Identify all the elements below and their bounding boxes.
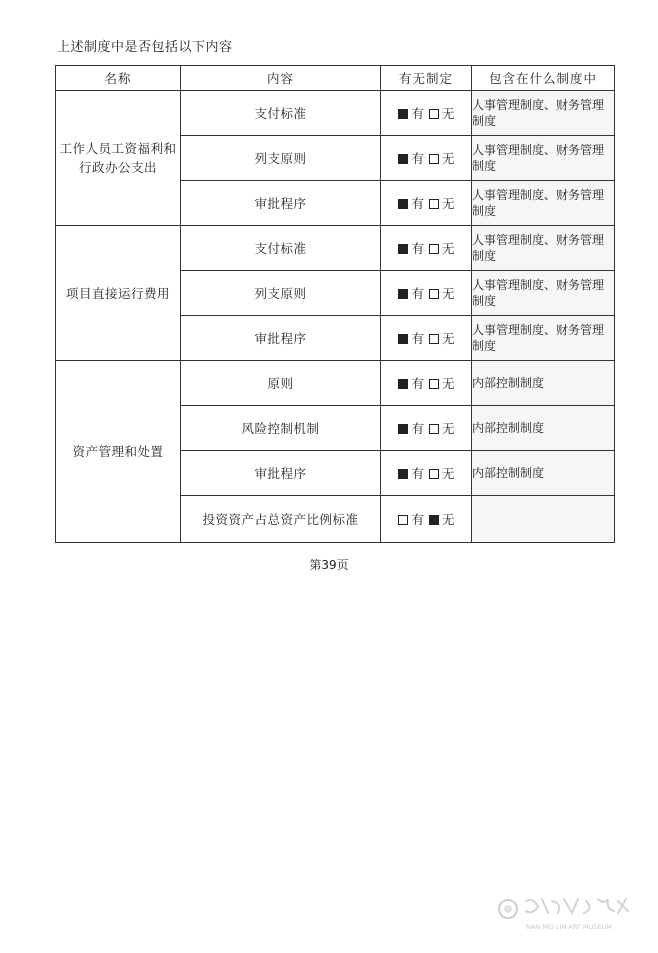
option-yes-label: 有 — [411, 196, 424, 211]
checked-box-icon[interactable] — [429, 515, 439, 525]
option-no-label: 无 — [442, 196, 455, 211]
included-system-cell: 人事管理制度、财务管理制度 — [472, 136, 615, 181]
content-item-cell: 原则 — [181, 361, 381, 406]
option-yes-label: 有 — [411, 151, 424, 166]
established-cell — [381, 316, 472, 361]
option-yes-label: 有 — [411, 466, 424, 481]
included-system-cell: 人事管理制度、财务管理制度 — [472, 271, 615, 316]
established-cell — [381, 496, 472, 543]
established-cell — [381, 406, 472, 451]
regulation-table — [55, 65, 615, 543]
checked-box-icon[interactable] — [398, 424, 408, 434]
group-name-cell: 资产管理和处置 — [56, 361, 181, 543]
option-yes-label: 有 — [411, 512, 424, 527]
established-cell — [381, 91, 472, 136]
content-item-cell: 审批程序 — [181, 451, 381, 496]
table-header-row — [56, 66, 615, 91]
checked-box-icon[interactable] — [398, 379, 408, 389]
table-row — [56, 91, 615, 136]
option-no-label: 无 — [442, 106, 455, 121]
unchecked-box-icon[interactable] — [429, 154, 439, 164]
established-cell — [381, 451, 472, 496]
option-yes-label: 有 — [411, 331, 424, 346]
content-item-cell: 风险控制机制 — [181, 406, 381, 451]
included-system-cell — [472, 496, 615, 543]
option-no-label: 无 — [442, 241, 455, 256]
option-no-label: 无 — [442, 376, 455, 391]
table-row — [56, 226, 615, 271]
option-yes-label: 有 — [411, 241, 424, 256]
content-item-cell: 审批程序 — [181, 316, 381, 361]
included-system-cell: 人事管理制度、财务管理制度 — [472, 91, 615, 136]
option-no-label: 无 — [442, 151, 455, 166]
checked-box-icon[interactable] — [398, 154, 408, 164]
option-yes-label: 有 — [411, 286, 424, 301]
header-included-in: 包含在什么制度中 — [472, 66, 615, 91]
content-item-cell: 投资资产占总资产比例标准 — [181, 496, 381, 543]
checked-box-icon[interactable] — [398, 334, 408, 344]
option-yes-label: 有 — [411, 106, 424, 121]
museum-watermark-text: NAN MEI LIN ART MUSEUM — [526, 923, 612, 931]
included-system-cell: 人事管理制度、财务管理制度 — [472, 316, 615, 361]
header-content: 内容 — [181, 66, 381, 91]
group-name-cell: 项目直接运行费用 — [56, 226, 181, 361]
content-item-cell: 审批程序 — [181, 181, 381, 226]
established-cell — [381, 226, 472, 271]
included-system-cell: 内部控制制度 — [472, 451, 615, 496]
established-cell — [381, 271, 472, 316]
content-item-cell: 列支原则 — [181, 136, 381, 181]
unchecked-box-icon[interactable] — [429, 379, 439, 389]
option-no-label: 无 — [442, 331, 455, 346]
table-row — [56, 361, 615, 406]
option-no-label: 无 — [442, 286, 455, 301]
option-no-label: 无 — [442, 512, 455, 527]
option-no-label: 无 — [442, 466, 455, 481]
established-cell — [381, 136, 472, 181]
included-system-cell: 内部控制制度 — [472, 361, 615, 406]
content-item-cell: 列支原则 — [181, 271, 381, 316]
unchecked-box-icon[interactable] — [429, 244, 439, 254]
established-cell — [381, 181, 472, 226]
content-item-cell: 支付标准 — [181, 226, 381, 271]
header-name: 名称 — [56, 66, 181, 91]
included-system-cell: 人事管理制度、财务管理制度 — [472, 181, 615, 226]
intro-text: 上述制度中是否包括以下内容 — [57, 40, 233, 55]
established-cell — [381, 361, 472, 406]
page-number: 第39页 — [309, 558, 349, 572]
checked-box-icon[interactable] — [398, 244, 408, 254]
group-name-cell: 工作人员工资福利和行政办公支出 — [56, 91, 181, 226]
unchecked-box-icon[interactable] — [398, 515, 408, 525]
museum-watermark — [494, 893, 644, 933]
table-body — [56, 91, 615, 543]
unchecked-box-icon[interactable] — [429, 109, 439, 119]
unchecked-box-icon[interactable] — [429, 199, 439, 209]
unchecked-box-icon[interactable] — [429, 289, 439, 299]
unchecked-box-icon[interactable] — [429, 469, 439, 479]
option-yes-label: 有 — [411, 376, 424, 391]
included-system-cell: 内部控制制度 — [472, 406, 615, 451]
content-item-cell: 支付标准 — [181, 91, 381, 136]
checked-box-icon[interactable] — [398, 469, 408, 479]
checked-box-icon[interactable] — [398, 289, 408, 299]
included-system-cell: 人事管理制度、财务管理制度 — [472, 226, 615, 271]
unchecked-box-icon[interactable] — [429, 334, 439, 344]
checked-box-icon[interactable] — [398, 109, 408, 119]
museum-logo — [494, 893, 644, 933]
option-no-label: 无 — [442, 421, 455, 436]
unchecked-box-icon[interactable] — [429, 424, 439, 434]
option-yes-label: 有 — [411, 421, 424, 436]
checked-box-icon[interactable] — [398, 199, 408, 209]
header-established: 有无制定 — [381, 66, 472, 91]
